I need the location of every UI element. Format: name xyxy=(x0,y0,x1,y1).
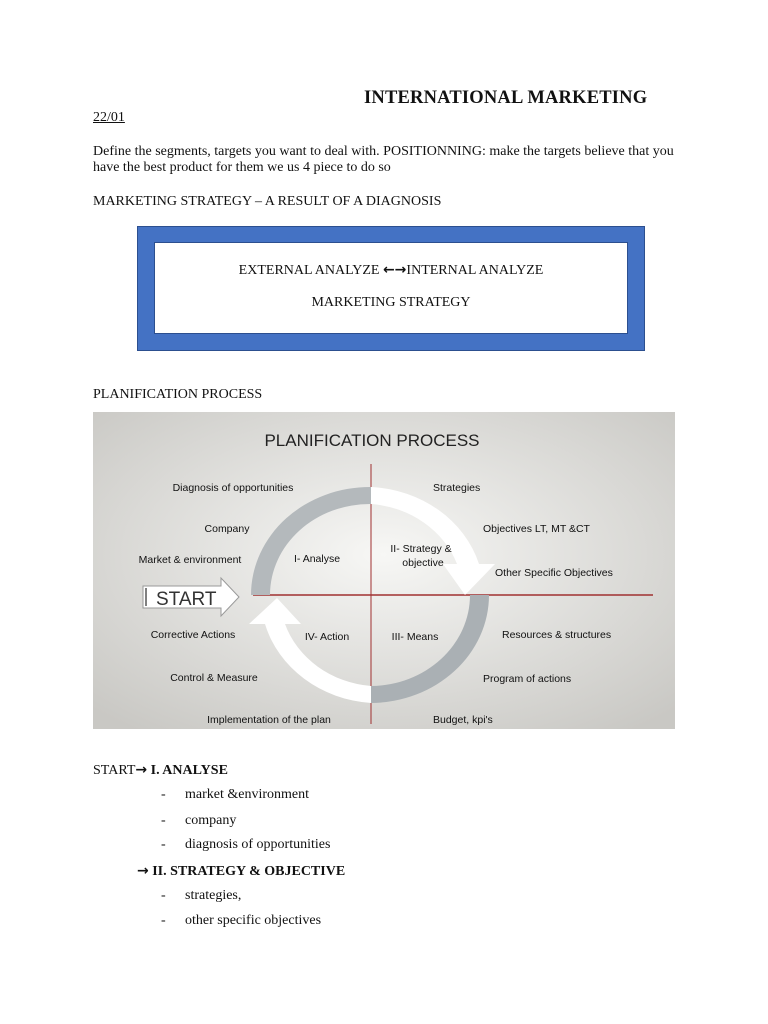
double-arrow-icon: ←→ xyxy=(382,262,407,278)
quadrant-analyse: I- Analyse xyxy=(293,553,341,565)
section2-heading xyxy=(137,863,345,880)
list-item: other specific objectives xyxy=(185,913,322,928)
date-label: 22/01 xyxy=(93,110,125,125)
right-label: Objectives LT, MT &CT xyxy=(483,523,590,535)
diagram-title: PLANIFICATION PROCESS xyxy=(264,431,480,450)
strategy-heading: MARKETING STRATEGY – A RESULT OF A DIAGNOSIS xyxy=(93,194,442,209)
document-title: INTERNATIONAL MARKETING xyxy=(364,88,648,108)
right-label: Strategies xyxy=(433,482,481,494)
list-dash: - xyxy=(161,888,166,903)
left-label: Diagnosis of opportunities xyxy=(172,482,294,494)
list-dash: - xyxy=(161,787,166,802)
list-item: diagnosis of opportunities xyxy=(185,837,331,852)
section2-title: II. STRATEGY & OBJECTIVE xyxy=(152,864,346,879)
right-label: Budget, kpi's xyxy=(433,714,493,726)
list-item: company xyxy=(185,813,237,828)
quadrant-means: III- Means xyxy=(391,631,439,643)
left-label: Company xyxy=(204,523,250,535)
left-label: Control & Measure xyxy=(170,672,258,684)
analyze-line xyxy=(155,262,627,279)
list-dash: - xyxy=(161,813,166,828)
quadrant-action: IV- Action xyxy=(304,631,350,643)
list-dash: - xyxy=(161,837,166,852)
list-item: market &environment xyxy=(185,787,310,802)
right-label: Program of actions xyxy=(483,673,572,685)
quadrant-strategy-line1: II- Strategy & xyxy=(390,543,452,555)
quadrant-strategy-line2: objective xyxy=(402,557,444,569)
left-label: Corrective Actions xyxy=(150,629,236,641)
planification-heading: PLANIFICATION PROCESS xyxy=(93,387,263,402)
right-arrow-icon: → xyxy=(137,863,149,879)
external-analyze-text: EXTERNAL ANALYZE xyxy=(238,263,383,278)
right-arrow-icon: → xyxy=(135,762,148,778)
section1-heading xyxy=(93,762,228,779)
list-item: strategies, xyxy=(185,888,242,903)
strategy-box xyxy=(137,226,645,351)
strategy-box-inner xyxy=(154,242,628,334)
start-prefix: START xyxy=(93,763,136,778)
internal-analyze-text: INTERNAL ANALYZE xyxy=(406,263,544,278)
section1-title: I. ANALYSE xyxy=(150,763,228,778)
list-dash: - xyxy=(161,913,166,928)
marketing-strategy-text: MARKETING STRATEGY xyxy=(311,295,471,310)
right-label: Other Specific Objectives xyxy=(495,567,613,579)
left-label: Market & environment xyxy=(138,554,242,566)
start-label: START xyxy=(156,589,217,610)
right-label: Resources & structures xyxy=(502,629,612,641)
left-label: Implementation of the plan xyxy=(207,714,331,726)
intro-paragraph: Define the segments, targets you want to deal with. POSITIONNING: make the targets believe that you have the best product for them we us 4 piece to do so xyxy=(93,144,674,175)
planification-diagram xyxy=(93,412,675,729)
